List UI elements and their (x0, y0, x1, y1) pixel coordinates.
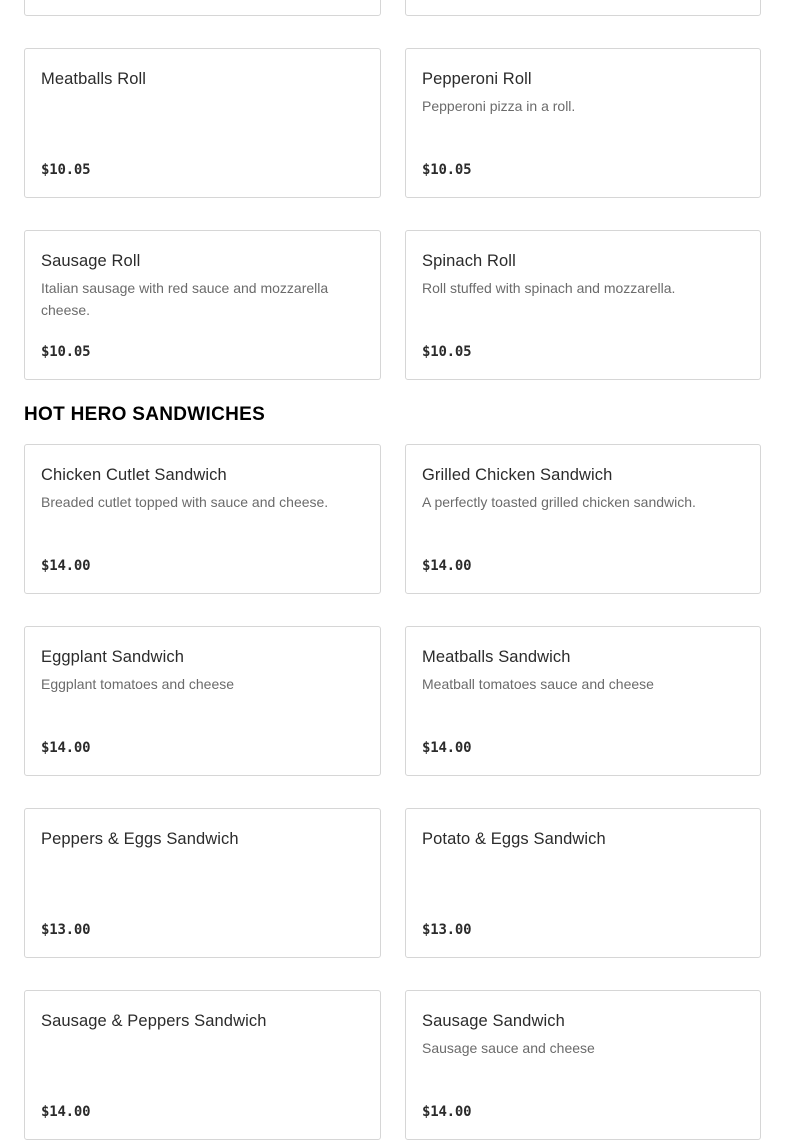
section-heading: HOT HERO SANDWICHES (24, 404, 266, 425)
menu-item-card[interactable] (24, 444, 381, 594)
menu-item-price: $14.00 (41, 1104, 91, 1120)
menu-item-name: Pepperoni Roll (422, 70, 532, 88)
menu-item-name: Meatballs Roll (41, 70, 147, 88)
menu-item-card-partial[interactable] (24, 0, 381, 16)
menu-item-card[interactable] (405, 626, 761, 776)
menu-grid-hot-hero-sandwiches (24, 444, 761, 1140)
menu-item-price: $14.00 (41, 740, 91, 756)
menu-item-card[interactable] (405, 230, 761, 380)
menu-item-card[interactable] (405, 808, 761, 958)
menu-item-price: $14.00 (422, 740, 472, 756)
menu-item-description: Eggplant tomatoes and cheese (41, 676, 235, 692)
menu-item-name: Sausage & Peppers Sandwich (41, 1012, 267, 1030)
menu-item-card[interactable] (24, 990, 381, 1140)
menu-item-name: Potato & Eggs Sandwich (422, 830, 606, 848)
menu-item-price: $14.00 (422, 558, 472, 574)
menu-item-description: Italian sausage with red sauce and mozzarella cheese. (41, 280, 329, 318)
menu-item-name: Spinach Roll (422, 252, 516, 270)
menu-item-name: Peppers & Eggs Sandwich (41, 830, 239, 848)
menu-item-price: $10.05 (422, 162, 472, 178)
menu-item-description: Breaded cutlet topped with sauce and cheese. (41, 494, 329, 510)
menu-item-description: Roll stuffed with spinach and mozzarella. (422, 280, 676, 296)
menu-item-name: Chicken Cutlet Sandwich (41, 466, 227, 484)
menu-item-card[interactable] (24, 626, 381, 776)
menu-item-name: Sausage Roll (41, 252, 141, 270)
menu-grid-rolls-cont (24, 48, 761, 380)
menu-item-card[interactable] (405, 444, 761, 594)
menu-item-card[interactable] (405, 48, 761, 198)
menu-item-price: $14.00 (41, 558, 91, 574)
menu-item-name: Meatballs Sandwich (422, 648, 571, 666)
menu-item-card[interactable] (24, 48, 381, 198)
menu-item-price: $10.05 (41, 344, 91, 360)
menu-item-price: $13.00 (41, 922, 91, 938)
menu-item-name: Grilled Chicken Sandwich (422, 466, 613, 484)
menu-item-description: Pepperoni pizza in a roll. (422, 98, 576, 114)
menu-item-price: $13.00 (422, 922, 472, 938)
menu-item-card[interactable] (24, 230, 381, 380)
menu-item-description: Sausage sauce and cheese (422, 1040, 595, 1056)
menu-item-price: $14.00 (422, 1104, 472, 1120)
menu-item-card-partial[interactable] (405, 0, 761, 16)
menu-item-card[interactable] (24, 808, 381, 958)
menu-item-name: Sausage Sandwich (422, 1012, 565, 1030)
menu-item-price: $10.05 (422, 344, 472, 360)
menu-grid-rolls (24, 0, 761, 16)
menu-item-description: A perfectly toasted grilled chicken sandwich. (422, 494, 696, 510)
menu-item-card[interactable] (405, 990, 761, 1140)
menu-item-price: $10.05 (41, 162, 91, 178)
menu-item-description: Meatball tomatoes sauce and cheese (422, 676, 654, 692)
menu-item-name: Eggplant Sandwich (41, 648, 184, 666)
